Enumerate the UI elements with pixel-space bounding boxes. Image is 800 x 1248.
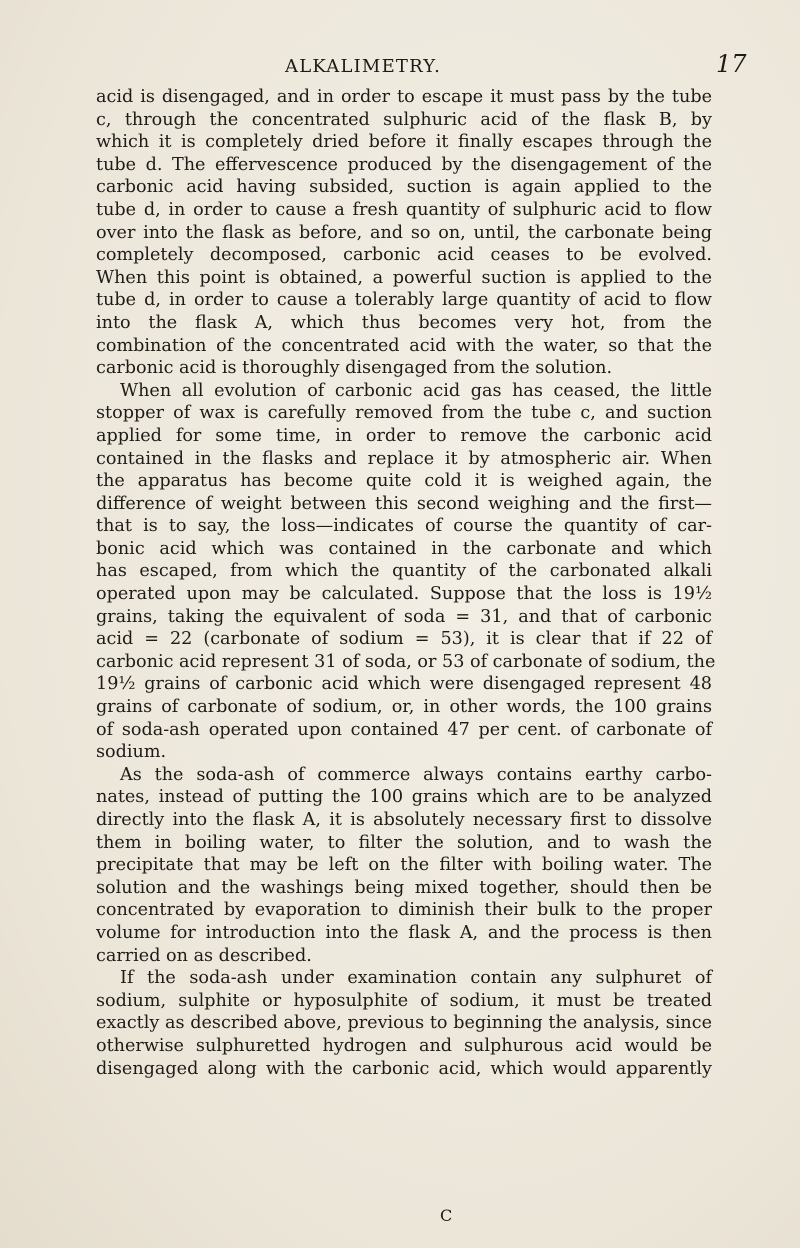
text-line: applied for some time, in order to remove the carbonic acid [96, 425, 712, 446]
text-line: has escaped, from which the quantity of the carbonated alkali [96, 561, 712, 582]
text-line: c, through the concentrated sulphuric acid of the flask B, by [96, 109, 712, 130]
text-line: exactly as described above, previous to beginning the analysis, since [96, 1013, 712, 1034]
text-line: over into the flask as before, and so on, until, the carbonate being [96, 222, 712, 243]
text-line: of soda-ash operated upon contained 47 per cent. of carbonate of [96, 719, 712, 740]
text-line: nates, instead of putting the 100 grains which are to be analyzed [96, 787, 712, 808]
text-line: tube d, in order to cause a fresh quantity of sulphuric acid to flow [96, 199, 712, 220]
text-line: solution and the washings being mixed together, should then be [96, 877, 712, 898]
signature-mark: C [440, 1206, 453, 1225]
page-number: 17 [716, 50, 747, 78]
text-line: concentrated by evaporation to diminish their bulk to the proper [96, 900, 712, 921]
text-line: tube d, in order to cause a tolerably large quantity of acid to flow [96, 290, 712, 311]
text-line: precipitate that may be left on the filter with boiling water. The [96, 855, 712, 876]
text-line: operated upon may be calculated. Suppose that the loss is 19½ [96, 584, 712, 605]
text-line: volume for introduction into the flask A, and the process is then [96, 922, 712, 943]
text-line: difference of weight between this second weighing and the first— [96, 493, 712, 514]
body-text [96, 86, 716, 1080]
text-line: the apparatus has become quite cold it is weighed again, the [96, 471, 712, 492]
text-line: contained in the flasks and replace it by atmospheric air. When [96, 448, 712, 469]
text-line: When this point is obtained, a powerful suction is applied to the [96, 267, 712, 288]
text-line: completely decomposed, carbonic acid ceases to be evolved. [96, 245, 712, 266]
text-line: which it is completely dried before it finally escapes through the [96, 132, 712, 153]
text-line: them in boiling water, to filter the solution, and to wash the [96, 832, 712, 853]
text-line: disengaged along with the carbonic acid, which would apparently [96, 1058, 712, 1079]
text-line: bonic acid which was contained in the carbonate and which [96, 538, 712, 559]
text-line: tube d. The effervescence produced by the disengagement of the [96, 154, 712, 175]
text-line: combination of the concentrated acid with the water, so that the [96, 335, 712, 356]
text-line: otherwise sulphuretted hydrogen and sulphurous acid would be [96, 1035, 712, 1056]
text-line: stopper of wax is carefully removed from the tube c, and suction [96, 403, 712, 424]
text-line: directly into the flask A, it is absolutely necessary first to dissolve [96, 810, 712, 830]
running-head: ALKALIMETRY. [285, 56, 441, 77]
text-line: acid is disengaged, and in order to escape it must pass by the tube [96, 87, 712, 107]
text-line: carbonic acid having subsided, suction is again applied to the [96, 177, 712, 198]
text-line: As the soda-ash of commerce always contains earthy carbo- [120, 764, 712, 785]
text-line: sodium, sulphite or hyposulphite of sodium, it must be treated [96, 990, 712, 1011]
text-line: grains, taking the equivalent of soda = 31, and that of carbonic [96, 606, 712, 627]
text-line: carbonic acid represent 31 of soda, or 53 of carbonate of sodium, the [96, 651, 716, 672]
text-line: carbonic acid is thoroughly disengaged from the solution. [96, 358, 613, 379]
text-line: carried on as described. [96, 945, 312, 966]
text-line: When all evolution of carbonic acid gas has ceased, the little [120, 380, 712, 401]
text-line: sodium. [96, 742, 167, 763]
text-line: acid = 22 (carbonate of sodium = 53), it is clear that if 22 of [96, 629, 712, 650]
text-line: If the soda-ash under examination contain any sulphuret of [120, 968, 712, 989]
text-line: grains of carbonate of sodium, or, in other words, the 100 grains [96, 697, 712, 718]
text-line: 19½ grains of carbonic acid which were disengaged represent 48 [96, 674, 712, 695]
text-line: into the flask A, which thus becomes very hot, from the [96, 312, 712, 333]
text-line: that is to say, the loss—indicates of course the quantity of car- [96, 516, 712, 537]
